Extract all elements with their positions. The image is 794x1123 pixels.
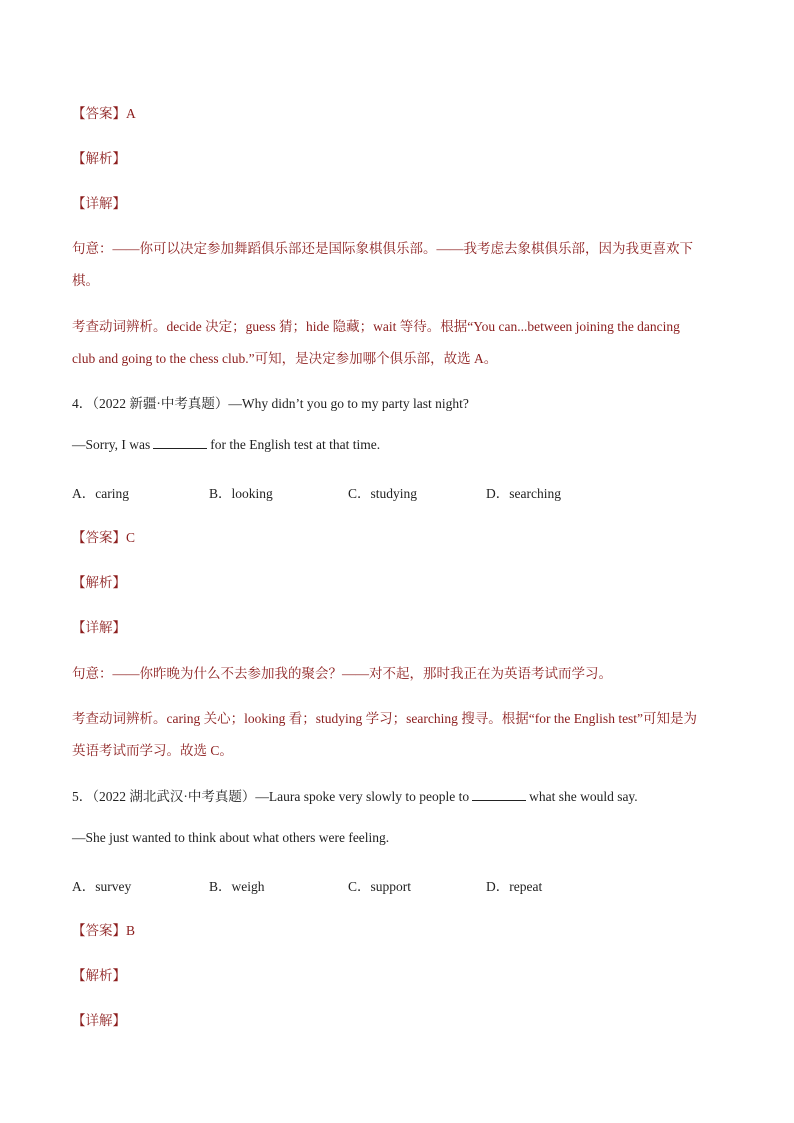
option-b: B．looking <box>209 486 273 501</box>
explanation-line: 考查动词辨析。decide 决定；guess 猜；hide 隐藏；wait 等待。根据“You can...between joining the dancing <box>72 319 680 334</box>
analysis-tag: 【解析】 <box>72 575 126 590</box>
option-b: B．weigh <box>209 879 265 894</box>
option-d: D．searching <box>486 486 561 501</box>
question-4-stem: 4．（2022 新疆·中考真题）—Why didn’t you go to my party last night? <box>72 396 469 411</box>
answer-value: C <box>126 530 136 545</box>
analysis-tag: 【解析】 <box>72 968 126 983</box>
answer-tag: 【答案】 <box>72 530 126 545</box>
q4-text-after: for the English test at that time. <box>210 437 381 452</box>
option-d: D．repeat <box>486 879 543 894</box>
analysis-tag: 【解析】 <box>72 151 126 166</box>
option-c: C．studying <box>348 486 418 501</box>
explanation-line: club and going to the chess club.”可知，是决定参加哪个俱乐部，故选 A。 <box>72 351 498 366</box>
meaning-line: 句意：——你昨晚为什么不去参加我的聚会？——对不起，那时我正在为英语考试而学习。 <box>72 666 612 681</box>
question-5-line2: —She just wanted to think about what others were feeling. <box>72 830 390 845</box>
option-a: A．survey <box>72 879 132 894</box>
answer-line <box>72 102 136 122</box>
fill-blank <box>153 438 207 449</box>
detail-tag: 【详解】 <box>72 620 126 635</box>
detail-tag: 【详解】 <box>72 196 126 211</box>
q5-text-after: what she would say. <box>529 789 638 804</box>
detail-tag: 【详解】 <box>72 1013 126 1028</box>
option-c: C．support <box>348 879 412 894</box>
answer-value: B <box>126 923 136 938</box>
meaning-line: 棋。 <box>72 273 99 288</box>
question-5-stem <box>72 785 638 805</box>
q5-text-before: 5．（2022 湖北武汉·中考真题）—Laura spoke very slowly to people to <box>72 789 470 804</box>
question-4-line2 <box>72 437 380 453</box>
option-a: A．caring <box>72 486 129 501</box>
answer-tag: 【答案】 <box>72 106 126 121</box>
meaning-line: 句意：——你可以决定参加舞蹈俱乐部还是国际象棋俱乐部。——我考虑去象棋俱乐部，因为我更喜欢下 <box>72 241 693 256</box>
explanation-line: 考查动词辨析。caring 关心；looking 看；studying 学习；searching 搜寻。根据“for the English test”可知是为 <box>72 711 698 726</box>
q4-text-before: —Sorry, I was <box>72 437 151 452</box>
answer-line <box>72 919 135 939</box>
answer-tag: 【答案】 <box>72 923 126 938</box>
fill-blank <box>472 790 526 801</box>
answer-value: A <box>126 106 136 121</box>
answer-line <box>72 526 135 546</box>
explanation-line: 英语考试而学习。故选 C。 <box>72 743 233 758</box>
